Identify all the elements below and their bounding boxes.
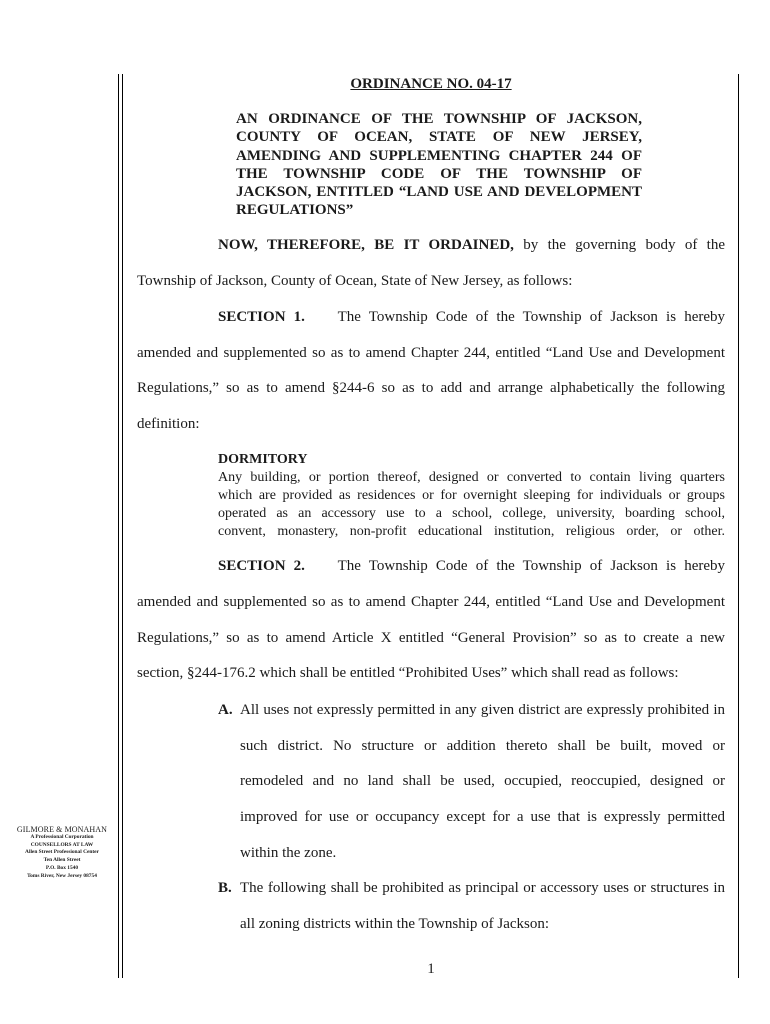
- caption-line: COUNTY OF OCEAN, STATE OF NEW JERSEY,: [236, 129, 642, 146]
- definition-line: which are provided as residences or for overnight sleeping for individuals or groups: [218, 488, 725, 503]
- section1-line: amended and supplemented so as to amend Chapter 244, entitled “Land Use and Development: [137, 345, 725, 361]
- preamble-line-2: Township of Jackson, County of Ocean, State of New Jersey, as follows:: [137, 273, 573, 289]
- item-a-line: improved for use or occupancy except for a use that is expressly permitted: [240, 809, 725, 825]
- section1-first-text: The Township Code of the Township of Jackson is hereby: [337, 309, 726, 325]
- firm-line: P.O. Box 1540: [45, 864, 79, 871]
- section1-first-line: [218, 309, 725, 326]
- item-b-letter: B.: [218, 880, 232, 896]
- page-number: 1: [427, 961, 435, 977]
- section2-line: section, §244-176.2 which shall be entitled “Prohibited Uses” which shall read as follows:: [137, 665, 679, 681]
- section2-line: Regulations,” so as to amend Article X entitled “General Provision” so as to create a new: [137, 630, 725, 646]
- item-a-line: remodeled and no land shall be used, occupied, reoccupied, designed or: [240, 773, 725, 789]
- section1-line: Regulations,” so as to amend §244-6 so as to add and arrange alphabetically the following: [137, 380, 725, 396]
- firm-line: Toms River, New Jersey 08754: [27, 872, 97, 879]
- firm-line: A Professional Corporation: [30, 833, 94, 840]
- item-a-line: such district. No structure or addition thereto shall be built, moved or: [240, 738, 725, 754]
- section1-heading: SECTION 1.: [218, 309, 305, 325]
- definition-block: [218, 451, 725, 541]
- section1-line: definition:: [137, 416, 200, 432]
- caption-line: JACKSON, ENTITLED “LAND USE AND DEVELOPMENT: [236, 184, 642, 201]
- definition-line: convent, monastery, non-profit educational institution, religious order, or other.: [218, 524, 725, 539]
- item-b-line: The following shall be prohibited as principal or accessory uses or structures in: [240, 880, 725, 896]
- firm-name: GILMORE & MONAHAN: [16, 825, 108, 834]
- item-a-line: within the zone.: [240, 845, 337, 861]
- preamble-rest: by the governing body of the: [513, 237, 725, 253]
- caption-line: AN ORDINANCE OF THE TOWNSHIP OF JACKSON,: [236, 111, 642, 127]
- definition-line: Any building, or portion thereof, designed or converted to contain living quarters: [218, 470, 725, 485]
- item-a-line: All uses not expressly permitted in any given district are expressly prohibited in: [240, 702, 725, 718]
- section2-heading: SECTION 2.: [218, 558, 305, 574]
- definition-line: operated as an accessory use to a school, college, university, boarding school,: [218, 506, 725, 521]
- preamble-line-1: [218, 237, 725, 254]
- section2-line: amended and supplemented so as to amend Chapter 244, entitled “Land Use and Development: [137, 594, 725, 610]
- caption-line: AMENDING AND SUPPLEMENTING CHAPTER 244 OF: [236, 147, 642, 164]
- left-margin-rule-outer: [118, 74, 119, 978]
- section2-first-text: The Township Code of the Township of Jackson is hereby: [337, 558, 726, 574]
- section2-first-line: [218, 558, 725, 575]
- definition-term: DORMITORY: [218, 452, 308, 467]
- firm-line: COUNSELLORS AT LAW: [30, 841, 94, 848]
- ordinance-title: ORDINANCE NO. 04-17: [350, 76, 512, 92]
- firm-line: Allen Street Professional Center: [25, 849, 99, 856]
- caption-line: THE TOWNSHIP CODE OF THE TOWNSHIP OF: [236, 165, 642, 182]
- item-b-line: all zoning districts within the Township of Jackson:: [240, 916, 550, 932]
- left-margin-rule-inner: [122, 74, 123, 978]
- law-firm-block: [12, 826, 112, 881]
- ordinance-caption: [236, 110, 642, 220]
- preamble-bold: NOW, THEREFORE, BE IT ORDAINED,: [218, 237, 514, 253]
- caption-line: REGULATIONS”: [236, 202, 354, 219]
- right-margin-rule: [738, 74, 739, 978]
- firm-line: Ten Allen Street: [43, 857, 81, 864]
- item-a-letter: A.: [218, 702, 233, 718]
